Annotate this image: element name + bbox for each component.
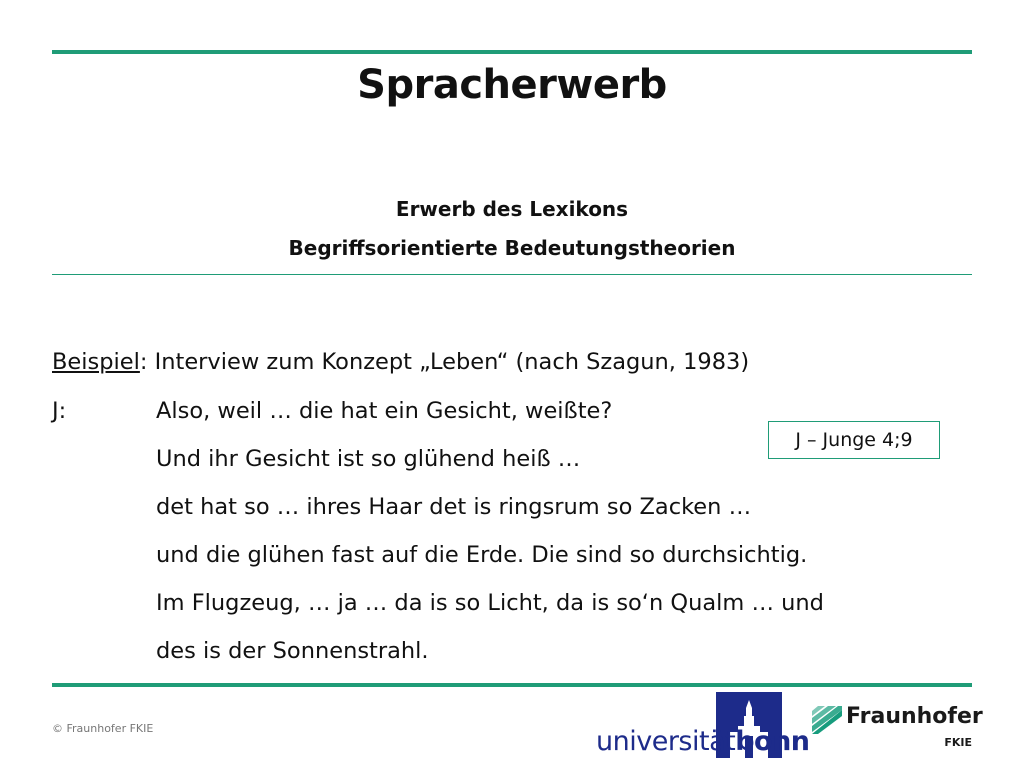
slide-subtitle-2: Begriffsorientierte Bedeutungstheorien — [288, 236, 736, 260]
example-intro-text: : Interview zum Konzept „Leben“ (nach Szagun, 1983) — [139, 349, 750, 375]
university-wordmark-b: bonn — [735, 726, 810, 757]
university-wordmark-a: universität — [596, 726, 736, 757]
slide-title: Spracherwerb — [357, 62, 667, 108]
example-intro — [52, 349, 749, 375]
fraunhofer-logo — [812, 704, 983, 754]
quote-line: Also, weil … die hat ein Gesicht, weißte? — [156, 398, 613, 424]
speaker-note: J – Junge 4;9 — [795, 429, 913, 451]
header-divider — [52, 274, 972, 275]
fraunhofer-institute: FKIE — [944, 736, 972, 749]
quote-line: des is der Sonnenstrahl. — [156, 638, 429, 664]
speaker-label: J: — [52, 398, 67, 424]
example-label: Beispiel — [52, 349, 140, 375]
copyright-notice: © Fraunhofer FKIE — [52, 722, 154, 735]
quote-line: Und ihr Gesicht ist so glühend heiß … — [156, 446, 581, 472]
university-bonn-logo — [596, 692, 810, 762]
speaker-note-box — [768, 421, 940, 459]
quote-line: det hat so … ihres Haar det is ringsrum so Zacken … — [156, 494, 752, 520]
slide-subtitle-1: Erwerb des Lexikons — [395, 197, 629, 221]
bottom-rule — [52, 683, 972, 687]
fraunhofer-name: Fraunhofer — [846, 704, 983, 729]
top-rule — [52, 50, 972, 54]
quote-line: und die glühen fast auf die Erde. Die sind so durchsichtig. — [156, 542, 808, 568]
quote-line: Im Flugzeug, … ja … da is so Licht, da is so‘n Qualm … und — [156, 590, 824, 616]
university-wordmark — [596, 726, 810, 757]
fraunhofer-stripes-icon — [812, 706, 842, 734]
